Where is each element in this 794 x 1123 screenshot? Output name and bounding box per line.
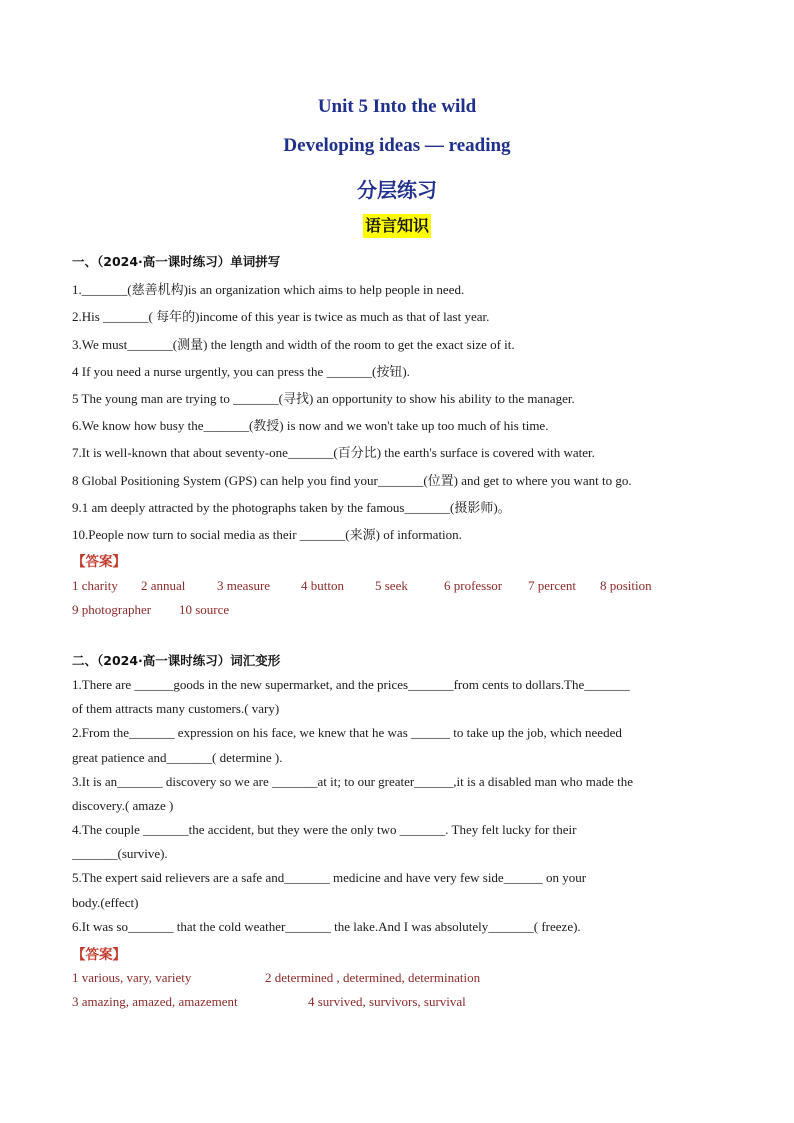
answer-item: 3 measure [217,578,271,593]
answer-item: 5 seek [375,578,408,593]
question-line: 3.We must_______(测量) the length and width of the room to get the exact size of it. [72,337,515,352]
question-line: 7.It is well-known that about seventy-one_______(百分比) the earth's surface is covered with water. [72,445,595,460]
answer-row [72,994,466,1010]
answer-item: 7 percent [528,578,577,593]
answer-item: 1 various, vary, variety [72,970,192,985]
question-line: 5 The young man are trying to _______(寻找) an opportunity to show his ability to the manager. [72,391,575,406]
question-line: 2.From the_______ expression on his face, we knew that he was ______ to take up the job, which needed [72,725,622,740]
unit-title: Unit 5 Into the wild [317,96,477,117]
question-line: 6.We know how busy the_______(教授) is now and we won't take up too much of his time. [72,418,549,433]
question-line: _______(survive). [72,846,168,861]
question-line: 8 Global Positioning System (GPS) can help you find your_______(位置) and get to where you want to go. [72,473,632,488]
answer-item: 4 button [301,578,344,593]
answer-label: 【答案】 [72,947,126,963]
answer-item: 8 position [600,578,652,593]
question-line: body.(effect) [72,895,139,910]
question-line: 4.The couple _______the accident, but they were the only two _______. They felt lucky for their [72,822,577,837]
question-line: discovery.( amaze ) [72,798,174,813]
question-line: of them attracts many customers.( vary) [72,701,280,716]
answer-item: 1 charity [72,578,118,593]
answer-item: 10 source [179,602,230,617]
question-line: 2.His _______( 每年的)income of this year is twice as much as that of last year. [72,309,490,324]
lesson-subtitle: Developing ideas — reading [283,135,511,156]
question-line: 1._______(慈善机构)is an organization which aims to help people in need. [72,282,465,297]
question-line: 9.1 am deeply attracted by the photographs taken by the famous_______(摄影师)。 [72,500,511,515]
question-line: 10.People now turn to social media as their _______(来源) of information. [72,527,462,542]
answer-row [72,578,652,594]
answer-row [72,970,480,986]
section2-title: 二、（2024·高一课时练习）词汇变形 [72,653,281,668]
question-line: 4 If you need a nurse urgently, you can press the _______(按钮). [72,364,410,379]
answer-item: 9 photographer [72,602,152,617]
section-badge: 语言知识 [363,214,431,238]
answer-item: 3 amazing, amazed, amazement [72,994,238,1009]
answer-item: 2 determined , determined, determination [265,970,481,985]
question-line: 6.It was so_______ that the cold weather_______ the lake.And I was absolutely_______( freeze). [72,919,581,934]
section1-title: 一、（2024·高一课时练习）单词拼写 [72,254,281,269]
answer-item: 4 survived, survivors, survival [308,994,466,1009]
badge-container [0,214,794,238]
answer-row [72,602,229,618]
answer-item: 6 professor [444,578,503,593]
exercise-heading: 分层练习 [357,178,437,202]
question-line: 1.There are ______goods in the new supermarket, and the prices_______from cents to dollars.The_______ [72,677,630,692]
answer-label: 【答案】 [72,554,126,570]
question-line: great patience and_______( determine ). [72,750,283,765]
answer-item: 2 annual [141,578,186,593]
question-line: 5.The expert said relievers are a safe and_______ medicine and have very few side______ on your [72,870,587,885]
question-line: 3.It is an_______ discovery so we are _______at it; to our greater______,it is a disabled man who made the [72,774,634,789]
